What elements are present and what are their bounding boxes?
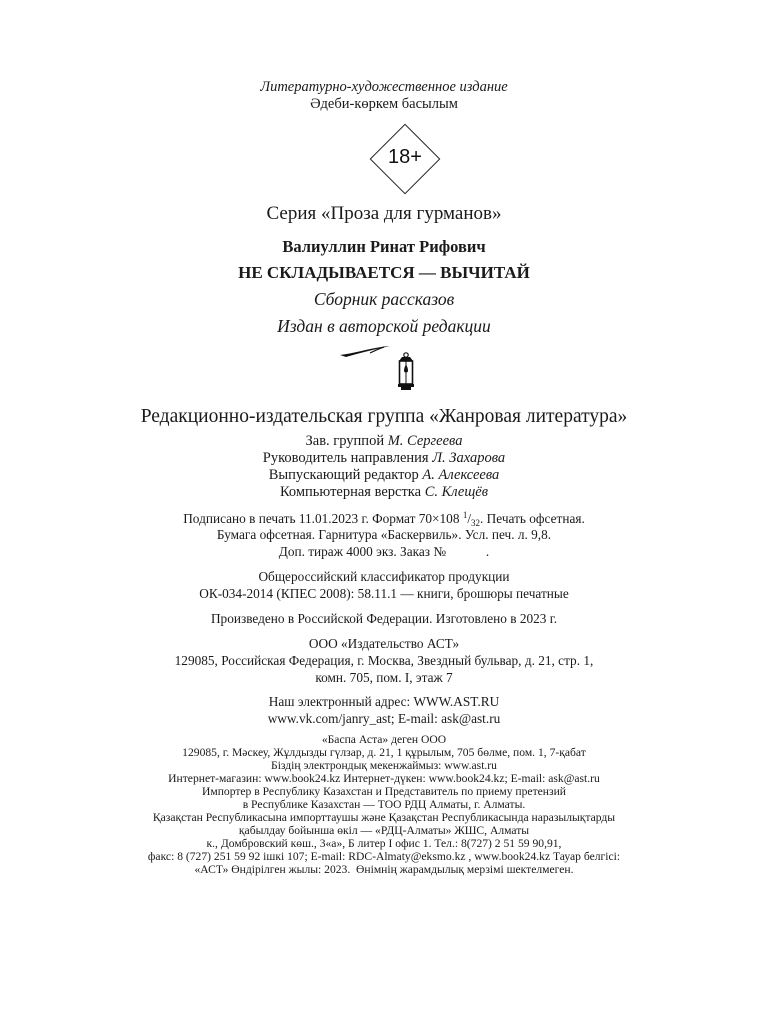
staff-line	[0, 484, 768, 501]
staff-name: М. Сергеева	[387, 433, 463, 449]
publisher-address: 129085, Российская Федерация, г. Москва, Звездный бульвар, д. 21, стр. 1,	[174, 653, 594, 668]
staff-name: С. Клещёв	[424, 484, 489, 500]
print-method: . Печать офсетная.	[480, 511, 585, 526]
contact-website: Наш электронный адрес: WWW.AST.RU	[268, 694, 500, 709]
kz-line: Импортер в Республику Казахстан и Представитель по приему претензий	[201, 785, 566, 798]
kz-line: в Республике Казахстан — ТОО РДЦ Алматы, г. Алматы.	[242, 798, 526, 811]
print-info-line: Подписано в печать 11.01.2023 г. Формат 70×108 $^1/_{32}$. Печать офсетная.	[183, 510, 585, 528]
made-in: Произведено в Российской Федерации. Изготовлено в 2023 г.	[210, 611, 558, 626]
book-subtitle: Сборник рассказов	[313, 289, 455, 309]
kz-line: Интернет-магазин: www.book24.kz Интернет-дүкен: www.book24.kz; E-mail: ask@ast.ru	[168, 772, 600, 785]
age-rating: 18+	[388, 146, 422, 168]
staff-role: Руководитель направления	[262, 450, 429, 466]
edition-type-ru: Литературно-художественное издание	[260, 79, 508, 95]
format-fraction-denominator: 32	[471, 518, 481, 528]
staff-line	[0, 433, 768, 450]
staff-role: Выпускающий редактор	[268, 467, 419, 483]
kz-line: 129085, г. Мәскеу, Жұлдызды гүлзар, д. 21, 1 құрылым, 705 бөлме, пом. 1, 7-қабат	[182, 746, 586, 759]
kz-line: Қазақстан Республикасына импорттаушы және Қазақстан Республикасында наразылықтарды	[152, 811, 616, 824]
kz-line: «Баспа Аста» деген ООО	[321, 733, 447, 746]
edition-note: Издан в авторской редакции	[277, 316, 491, 336]
author-name: Валиуллин Ринат Рифович	[282, 237, 486, 256]
publisher-group: Редакционно-издательская группа «Жанровая литература»	[140, 406, 628, 427]
staff-role: Зав. группой	[305, 433, 385, 449]
staff-line	[0, 467, 768, 484]
age-rating-badge	[366, 120, 444, 198]
kz-line: қабылдау бойынша өкіл — «РДЦ-Алматы» ЖШС, Алматы	[238, 824, 530, 837]
kz-line: Біздің электрондық мекенжаймыз: www.ast.ru	[271, 759, 497, 772]
staff-line	[0, 450, 768, 467]
staff-name: Л. Захарова	[432, 450, 506, 466]
publisher-address-2: комн. 705, пом. I, этаж 7	[315, 670, 453, 685]
kz-line: «АСТ» Өндірілген жылы: 2023. Өнімнің жарамдылық мерзімі шектелмеген.	[194, 863, 574, 876]
print-run: Доп. тираж 4000 экз. Заказ № .	[278, 544, 490, 559]
kz-line: факс: 8 (727) 251 59 92 ішкі 107; E-mail: RDC-Almaty@eksmo.kz , www.book24.kz Тауар белгісі:	[147, 850, 621, 863]
publisher-name: ООО «Издательство АСТ»	[308, 636, 460, 651]
print-format: Подписано в печать 11.01.2023 г. Формат 70×108	[183, 511, 460, 526]
staff-role: Компьютерная верстка	[279, 484, 422, 500]
paper-info: Бумага офсетная. Гарнитура «Баскервиль». Усл. печ. л. 9,8.	[216, 527, 552, 542]
series-title: Серия «Проза для гурманов»	[266, 203, 502, 224]
edition-type-kz: Әдеби-көркем басылым	[310, 96, 458, 112]
book-title: НЕ СКЛАДЫВАЕТСЯ — ВЫЧИТАЙ	[238, 263, 530, 282]
staff-name: А. Алексеева	[422, 467, 500, 483]
classifier-code: ОК-034-2014 (КПЕС 2008): 58.11.1 — книги, брошюры печатные	[199, 586, 569, 601]
lantern-ornament-icon	[338, 337, 428, 397]
format-fraction-numerator: 1	[462, 510, 468, 520]
contact-email: www.vk.com/janry_ast; E-mail: ask@ast.ru	[267, 711, 501, 726]
classifier-title: Общероссийский классификатор продукции	[258, 569, 510, 584]
kz-line: к., Домбровский көш., 3«а», Б литер I офис 1. Тел.: 8(727) 2 51 59 90,91,	[206, 837, 562, 850]
